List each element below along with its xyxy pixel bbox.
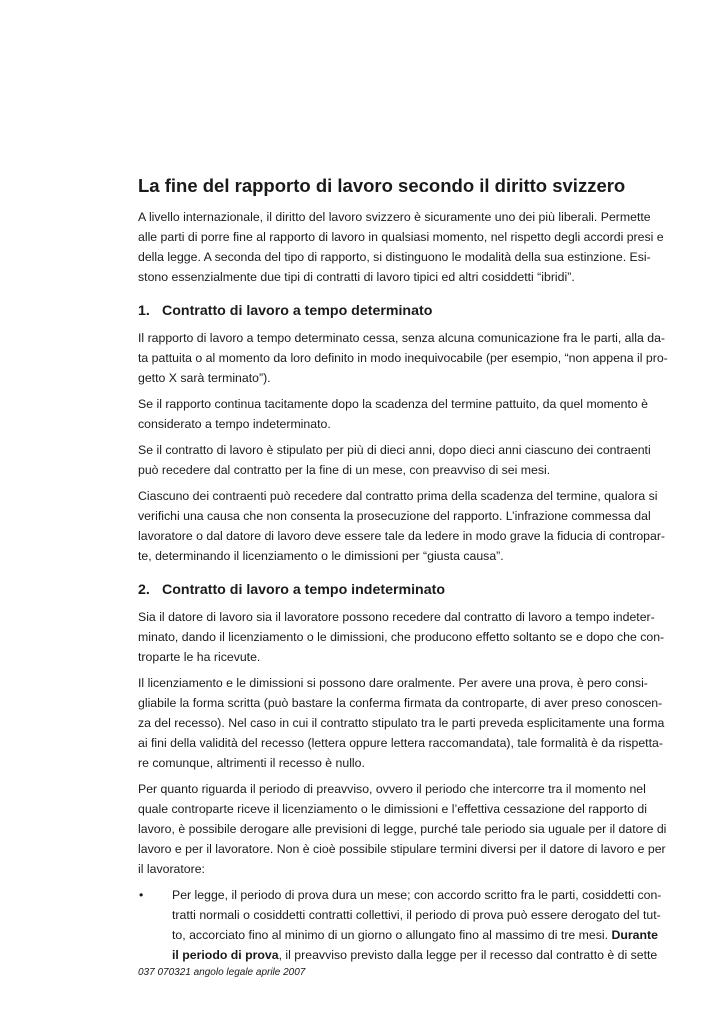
text-line (172, 945, 662, 965)
text-line: considerato a tempo indeterminato. (138, 417, 331, 431)
text-line: Se il contratto di lavoro è stipulato per più di dieci anni, dopo dieci anni ciascuno dei contraenti (138, 443, 651, 457)
text-line: alle parti di porre fine al rapporto di lavoro in qualsiasi momento, nel rispetto degli accordi presi e (138, 230, 664, 244)
paragraph (138, 328, 668, 388)
section-number: 1. (138, 303, 150, 319)
text-line: il lavoratore: (138, 862, 205, 876)
text-line: re comunque, altrimenti il recesso è nullo. (138, 756, 365, 770)
paragraph (138, 673, 665, 773)
paragraph (138, 607, 665, 667)
text-line: getto X sarà terminato”). (138, 371, 271, 385)
text-line: stono essenzialmente due tipi di contratti di lavoro tipici ed altri cosiddetti “ibridi”. (138, 270, 575, 284)
page-footer: 037 070321 angolo legale aprile 2007 (138, 967, 306, 978)
text-line: Per quanto riguarda il periodo di preavviso, ovvero il periodo che intercorre tra il momento nel (138, 782, 646, 796)
section-number: 2. (138, 582, 150, 598)
text-line: lavoratore o dal datore di lavoro deve essere tale da ledere in modo grave la fiducia di contropar- (138, 529, 666, 543)
paragraph (138, 440, 662, 480)
text-line: troparte le ha ricevute. (138, 650, 261, 664)
text-line: za del recesso). Nel caso in cui il contratto stipulato tra le parti preveda esplicitamente una forma (138, 716, 665, 730)
section-title: Contratto di lavoro a tempo indeterminato (162, 582, 445, 598)
text-line: lavoro e per il lavoratore. Non è cioè possibile stipulare termini diversi per il datore di lavoro e per (138, 842, 666, 856)
bold-text: Durante (611, 928, 658, 942)
list-item (138, 885, 662, 965)
text-line: verifichi una causa che non consenta la prosecuzione del rapporto. L’infrazione commessa dal (138, 509, 651, 523)
text-run: to, accorciato fino al minimo di un giorno o allungato fino al massimo di tre mesi. (172, 928, 612, 942)
text-line: Il rapporto di lavoro a tempo determinato cessa, senza alcuna comunicazione fra le parti, alla da- (138, 331, 666, 345)
text-line: lavoro, è possibile derogare alle previsioni di legge, purché tale periodo sia uguale per il datore di (138, 822, 667, 836)
text-line: ta pattuita o al momento da loro definito in modo inequivocabile (per esempio, “non appena il pro- (138, 351, 668, 365)
text-line: quale controparte riceve il licenziamento o le dimissioni e l’effettiva cessazione del rapporto di (138, 802, 647, 816)
text-line: Se il rapporto continua tacitamente dopo la scadenza del termine pattuito, da quel momento è (138, 397, 648, 411)
paragraph (138, 486, 666, 566)
text-line: tratti normali o cosiddetti contratti collettivi, il periodo di prova può essere derogato del tut- (172, 908, 661, 922)
text-line: gliabile la forma scritta (può bastare la conferma firmata da controparte, di aver preso conoscen- (138, 696, 663, 710)
intro-paragraph (138, 207, 662, 287)
paragraph (138, 779, 667, 879)
text-line: Ciascuno dei contraenti può recedere dal contratto prima della scadenza del termine, qualora si (138, 489, 658, 503)
paragraph (138, 394, 662, 434)
text-line: te, determinando il licenziamento o le dimissioni per “giusta causa”. (138, 549, 504, 563)
text-line: ai fini della validità del recesso (lettera oppure lettera raccomandata), tale formalità è da rispetta- (138, 736, 663, 750)
section-heading-1 (138, 303, 662, 319)
text-line: Il licenziamento e le dimissioni si possono dare oralmente. Per avere una prova, è pero consi- (138, 676, 648, 690)
document-body (138, 175, 668, 965)
text-line: può recedere dal contratto per la fine di un mese, con preavviso di sei mesi. (138, 463, 551, 477)
page-title: La fine del rapporto di lavoro secondo il diritto svizzero (138, 175, 626, 196)
section-heading-2 (138, 582, 662, 598)
bullet-list (138, 885, 662, 965)
text-line: della legge. A seconda del tipo di rapporto, si distinguono le modalità della sua estinzione. Esi- (138, 250, 651, 264)
text-run: , il preavviso previsto dalla legge per il recesso dal contratto è di sette (278, 948, 658, 962)
text-line: Per legge, il periodo di prova dura un mese; con accordo scritto fra le parti, cosiddetti con- (172, 888, 662, 902)
bullet-icon: • (139, 888, 144, 902)
text-line (172, 925, 662, 945)
text-line: A livello internazionale, il diritto del lavoro svizzero è sicuramente uno dei più liberali. Permette (138, 210, 651, 224)
text-line: minato, dando il licenziamento o le dimissioni, che producono effetto soltanto se e dopo che con- (138, 630, 665, 644)
text-line: Sia il datore di lavoro sia il lavoratore possono recedere dal contratto di lavoro a tempo indeter- (138, 610, 655, 624)
section-title: Contratto di lavoro a tempo determinato (162, 303, 433, 319)
bold-text: il periodo di prova (172, 948, 279, 962)
